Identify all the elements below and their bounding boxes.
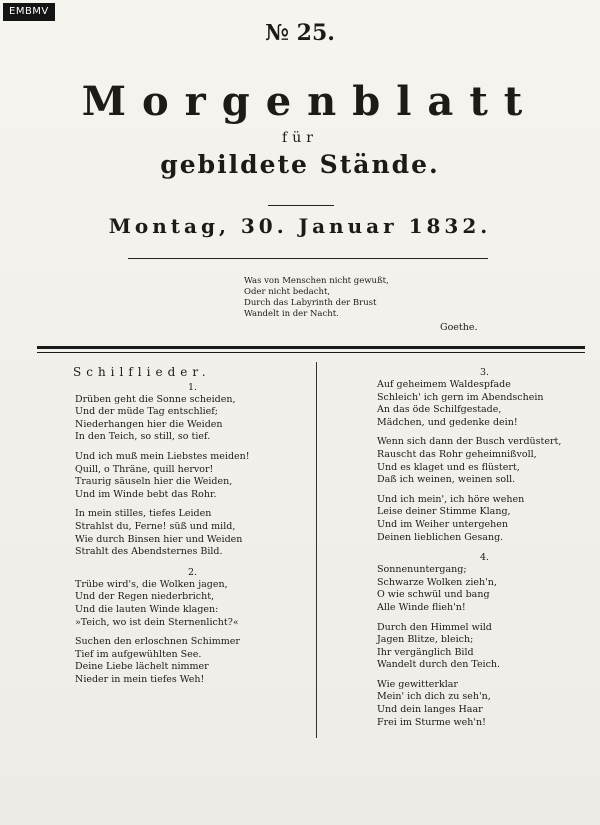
poem-line: Strahlt des Abendsternes Bild. bbox=[75, 546, 223, 558]
motto-line: Durch das Labyrinth der Brust bbox=[244, 298, 377, 308]
poem-line: Leise deiner Stimme Klang, bbox=[377, 506, 511, 518]
poem-section-number: 4. bbox=[479, 552, 490, 564]
poem-stanza bbox=[75, 579, 310, 629]
poem-line: Und es klaget und es flüstert, bbox=[377, 461, 520, 473]
column-divider bbox=[316, 362, 317, 738]
motto-author: Goethe. bbox=[440, 322, 478, 333]
poem-line: Und ich mein', ich höre wehen bbox=[377, 493, 525, 505]
poem-line: Traurig säuseln hier die Weiden, bbox=[75, 476, 233, 488]
poem-line: Ihr vergänglich Bild bbox=[377, 646, 474, 658]
poem-line: Sonnenuntergang; bbox=[377, 564, 467, 576]
poem-line: Schleich' ich gern im Abendschein bbox=[377, 391, 544, 403]
poem-line: Und der müde Tag entschlief; bbox=[75, 406, 218, 418]
poem-line: Deinen lieblichen Gesang. bbox=[377, 531, 504, 543]
poem-line: Suchen den erloschnen Schimmer bbox=[75, 636, 240, 648]
poem-line: Drüben geht die Sonne scheiden, bbox=[75, 393, 236, 405]
poem-line: An das öde Schilfgestade, bbox=[377, 404, 502, 416]
poem-line: Und im Weiher untergehen bbox=[377, 518, 509, 530]
motto-line: Was von Menschen nicht gewußt, bbox=[244, 276, 389, 286]
poem-line: Durch den Himmel wild bbox=[377, 621, 492, 633]
poem-stanza bbox=[377, 494, 592, 544]
masthead-fuer: für bbox=[282, 130, 318, 146]
poem-line: Und dein langes Haar bbox=[377, 704, 483, 716]
poem-line: Tief im aufgewühlten See. bbox=[75, 648, 202, 660]
poem-line: Wandelt durch den Teich. bbox=[377, 659, 501, 671]
issue-date: Montag, 30. Januar 1832. bbox=[108, 214, 492, 238]
poem-title: Schilflieder. bbox=[73, 365, 211, 379]
poem-line: O wie schwül und bang bbox=[377, 589, 490, 601]
poem-line: Daß ich weinen, weinen soll. bbox=[377, 474, 516, 486]
poem-line: In den Teich, so still, so tief. bbox=[75, 431, 211, 443]
poem-line: Wenn sich dann der Busch verdüstert, bbox=[377, 436, 562, 448]
poem-stanza bbox=[377, 622, 592, 672]
poem-line: Wie gewitterklar bbox=[377, 678, 458, 690]
poem-line: Frei im Sturme weh'n! bbox=[377, 716, 486, 728]
poem-stanza bbox=[75, 451, 310, 501]
poem-stanza bbox=[377, 679, 592, 729]
masthead-subtitle: gebildete Stände. bbox=[160, 150, 440, 179]
poem-section-number: 3. bbox=[479, 367, 490, 378]
poem-line: Deine Liebe lächelt nimmer bbox=[75, 661, 209, 673]
poem-line: Und der Regen niederbricht, bbox=[75, 591, 215, 603]
motto bbox=[244, 276, 484, 320]
poem-line: Strahlst du, Ferne! süß und mild, bbox=[75, 520, 236, 532]
issue-number: № 25. bbox=[265, 20, 335, 46]
divider-mid bbox=[128, 258, 488, 259]
poem-line: Wie durch Binsen hier und Weiden bbox=[75, 533, 243, 545]
masthead-title: Morgenblatt bbox=[81, 78, 539, 125]
poem-stanza bbox=[377, 436, 592, 486]
motto-line: Wandelt in der Nacht. bbox=[244, 309, 339, 319]
poem-stanza bbox=[75, 636, 310, 686]
poem-line: Trübe wird's, die Wolken jagen, bbox=[75, 578, 228, 590]
divider-thin bbox=[37, 352, 585, 353]
poem-stanza bbox=[75, 394, 310, 444]
source-badge: EMBMV bbox=[3, 3, 55, 21]
poem-line: »Teich, wo ist dein Sternenlicht?« bbox=[75, 616, 239, 628]
poem-line: Und ich muß mein Liebstes meiden! bbox=[75, 450, 250, 462]
poem-line: Auf geheimem Waldespfade bbox=[377, 379, 511, 390]
poem-line: Quill, o Thräne, quill hervor! bbox=[75, 463, 214, 475]
poem-stanza bbox=[377, 379, 592, 429]
poem-line: Und im Winde bebt das Rohr. bbox=[75, 488, 217, 500]
divider-thick bbox=[37, 346, 585, 349]
poem-line: Schwarze Wolken zieh'n, bbox=[377, 576, 497, 588]
poem-stanza bbox=[75, 508, 310, 558]
poem-column-right bbox=[377, 366, 592, 736]
poem-line: Mein' ich dich zu seh'n, bbox=[377, 691, 491, 703]
poem-line: Mädchen, und gedenke dein! bbox=[377, 416, 518, 428]
poem-line: Jagen Blitze, bleich; bbox=[377, 634, 474, 646]
poem-line: Nieder in mein tiefes Weh! bbox=[75, 673, 205, 685]
poem-stanza bbox=[377, 564, 592, 614]
poem-line: Alle Winde flieh'n! bbox=[377, 601, 466, 613]
poem-line: In mein stilles, tiefes Leiden bbox=[75, 508, 212, 520]
motto-line: Oder nicht bedacht, bbox=[244, 287, 331, 297]
poem-section-number: 2. bbox=[187, 566, 198, 578]
poem-line: Und die lauten Winde klagen: bbox=[75, 603, 219, 615]
divider-short bbox=[268, 205, 334, 206]
poem-column-left bbox=[75, 366, 310, 693]
poem-line: Rauscht das Rohr geheimnißvoll, bbox=[377, 448, 537, 460]
poem-section-number: 1. bbox=[187, 381, 198, 393]
poem-line: Niederhangen hier die Weiden bbox=[75, 418, 223, 430]
